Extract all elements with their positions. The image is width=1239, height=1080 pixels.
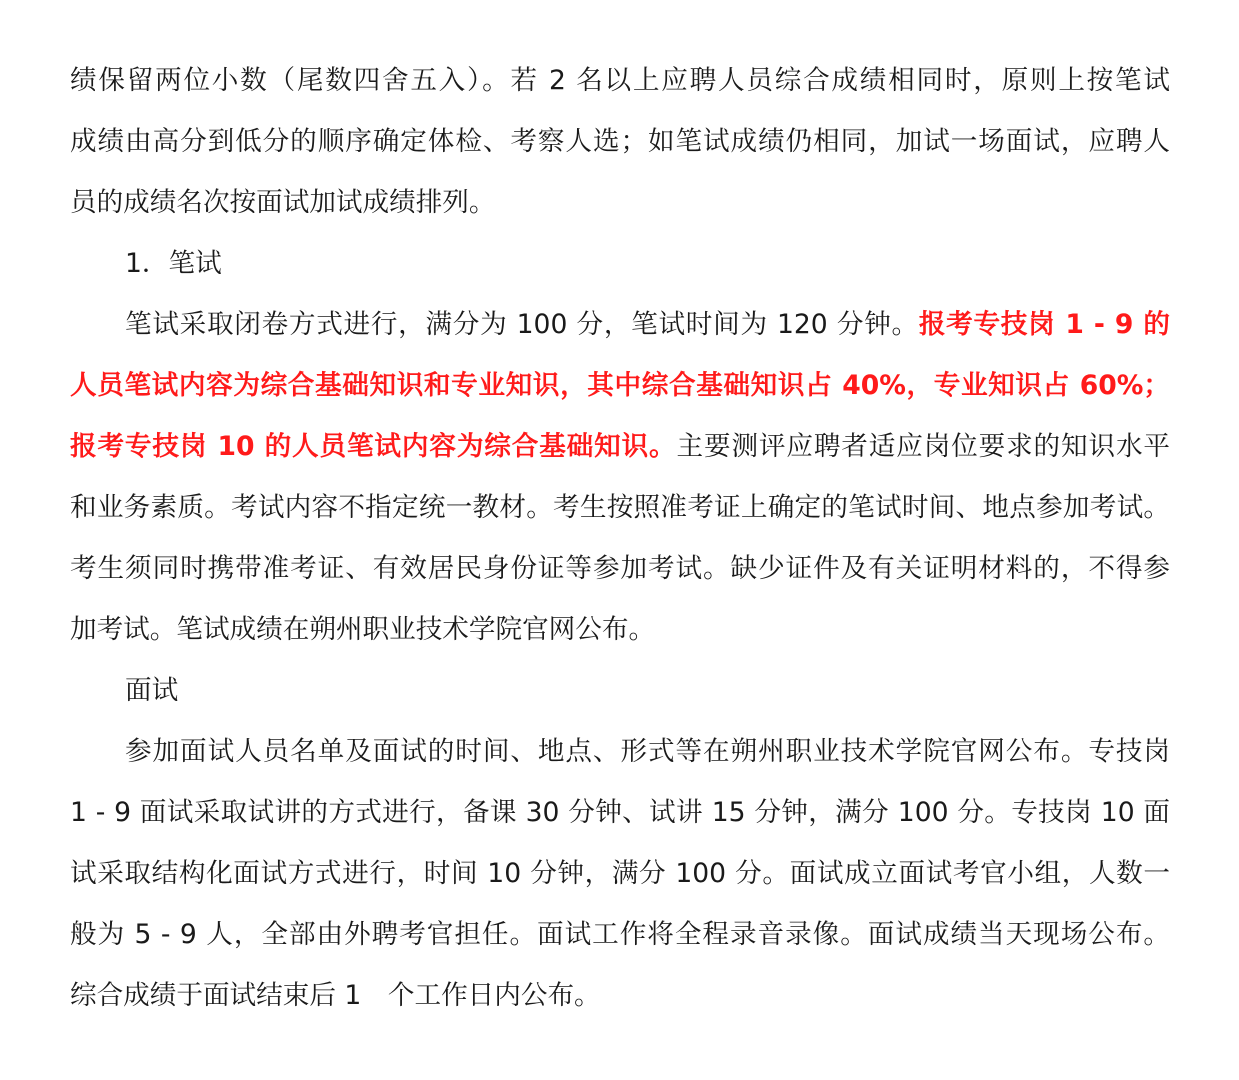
paragraph-line: 试采取结构化面试方式进行，时间 10 分钟，满分 100 分。面试成立面试考官小组，人数一 (70, 858, 1170, 889)
highlighted-line: 人员笔试内容为综合基础知识和专业知识，其中综合基础知识占 40%，专业知识占 60%； (70, 370, 1170, 401)
section-heading-interview: 面试 (125, 675, 179, 706)
paragraph-line: 般为 5 - 9 人，全部由外聘考官担任。面试工作将全程录音录像。面试成绩当天现场公布。 (70, 919, 1170, 950)
paragraph-line: 综合成绩于面试结束后 1 个工作日内公布。 (70, 980, 601, 1011)
paragraph-line: 和业务素质。考试内容不指定统一教材。考生按照准考证上确定的笔试时间、地点参加考试。 (70, 492, 1170, 523)
highlighted-text: 报考专技岗 10 的人员笔试内容为综合基础知识。 (70, 431, 677, 462)
paragraph-line: 参加面试人员名单及面试的时间、地点、形式等在朔州职业技术学院官网公布。专技岗 (125, 736, 1170, 767)
plain-text: 主要测评应聘者适应岗位要求的知识水平 (676, 431, 1170, 462)
paragraph-line: 1 - 9 面试采取试讲的方式进行，备课 30 分钟、试讲 15 分钟，满分 100 分。专技岗 10 面 (70, 797, 1170, 828)
paragraph-line: 加考试。笔试成绩在朔州职业技术学院官网公布。 (70, 614, 656, 645)
document-page (70, 50, 1170, 1026)
plain-text: 笔试采取闭卷方式进行，满分为 100 分，笔试时间为 120 分钟。 (125, 309, 919, 340)
highlighted-text: 报考专技岗 1 - 9 的 (918, 309, 1170, 340)
paragraph-line: 员的成绩名次按面试加试成绩排列。 (70, 187, 496, 218)
paragraph-line: 成绩由高分到低分的顺序确定体检、考察人选；如笔试成绩仍相同，加试一场面试，应聘人 (70, 126, 1170, 157)
paragraph-line (70, 416, 1170, 477)
section-heading-written: 1．笔试 (125, 248, 222, 279)
paragraph-line: 绩保留两位小数（尾数四舍五入）。若 2 名以上应聘人员综合成绩相同时，原则上按笔试 (70, 65, 1170, 96)
paragraph-line (70, 294, 1170, 355)
paragraph-line: 考生须同时携带准考证、有效居民身份证等参加考试。缺少证件及有关证明材料的，不得参 (70, 553, 1170, 584)
